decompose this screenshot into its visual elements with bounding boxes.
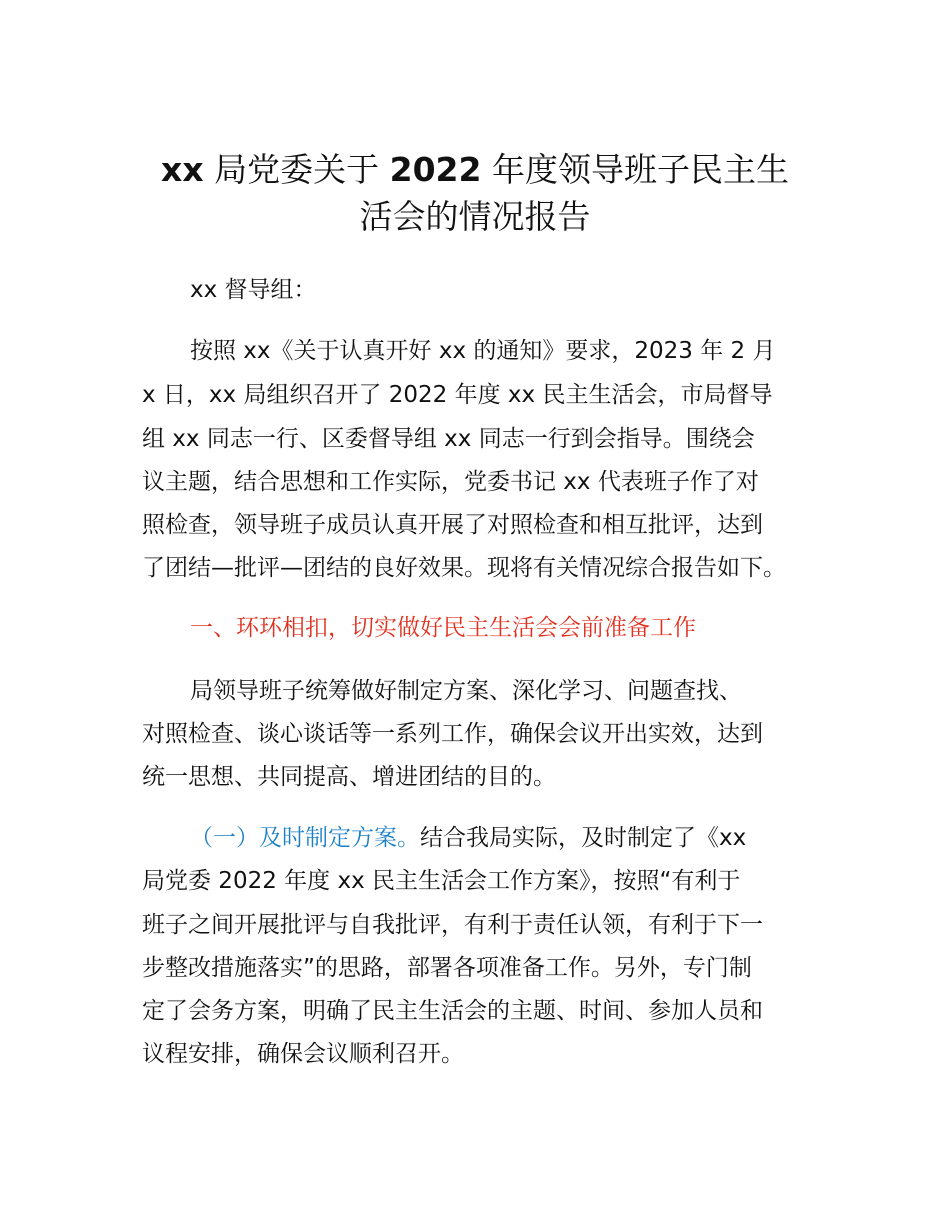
title-year: 2022 (389, 150, 482, 189)
subsection-1-line: 步整改措施落实”的思路，部署各项准备工作。另外，专门制 (142, 955, 752, 981)
title-mid: 局党委关于 (214, 150, 380, 189)
salutation: xx 督导组： (190, 277, 317, 303)
paragraph-1-line: 议主题，结合思想和工作实际，党委书记 xx 代表班子作了对 (142, 469, 759, 495)
subsection-1-line: 议程安排，确保会议顺利召开。 (142, 1041, 464, 1067)
document-title-line-2: 活会的情况报告 (359, 197, 591, 236)
paragraph-1-line: 照检查，领导班子成员认真开展了对照检查和相互批评，达到 (142, 512, 763, 538)
subsection-1-text: 结合我局实际，及时制定了《xx (420, 825, 747, 851)
paragraph-2-line: 对照检查、谈心谈话等一系列工作，确保会议开出实效，达到 (142, 721, 763, 747)
paragraph-1-line: 了团结—批评—团结的良好效果。现将有关情况综合报告如下。 (142, 555, 786, 581)
subsection-1-line: 局党委 2022 年度 xx 民主生活会工作方案》，按照“有利于 (142, 868, 741, 894)
paragraph-2-line: 局领导班子统筹做好制定方案、深化学习、问题查找、 (190, 678, 742, 704)
title-suffix: 年度领导班子民主生 (491, 150, 789, 189)
paragraph-2-line: 统一思想、共同提高、增进团结的目的。 (142, 764, 556, 790)
subsection-1-first-line (190, 823, 746, 853)
subsection-1-heading: （一）及时制定方案。 (190, 825, 420, 851)
subsection-1-line: 班子之间开展批评与自我批评，有利于责任认领，有利于下一 (142, 912, 763, 938)
document-title-line-1 (120, 145, 830, 195)
title-prefix: xx (161, 150, 204, 189)
subsection-1-line: 定了会务方案，明确了民主生活会的主题、时间、参加人员和 (142, 998, 763, 1024)
paragraph-1-line: 组 xx 同志一行、区委督导组 xx 同志一行到会指导。围绕会 (142, 426, 755, 452)
paragraph-1-line: x 日，xx 局组织召开了 2022 年度 xx 民主生活会，市局督导 (142, 382, 773, 408)
paragraph-1-line: 按照 xx《关于认真开好 xx 的通知》要求，2023 年 2 月 (190, 338, 776, 364)
section-1-heading: 一、环环相扣，切实做好民主生活会会前准备工作 (190, 615, 696, 641)
